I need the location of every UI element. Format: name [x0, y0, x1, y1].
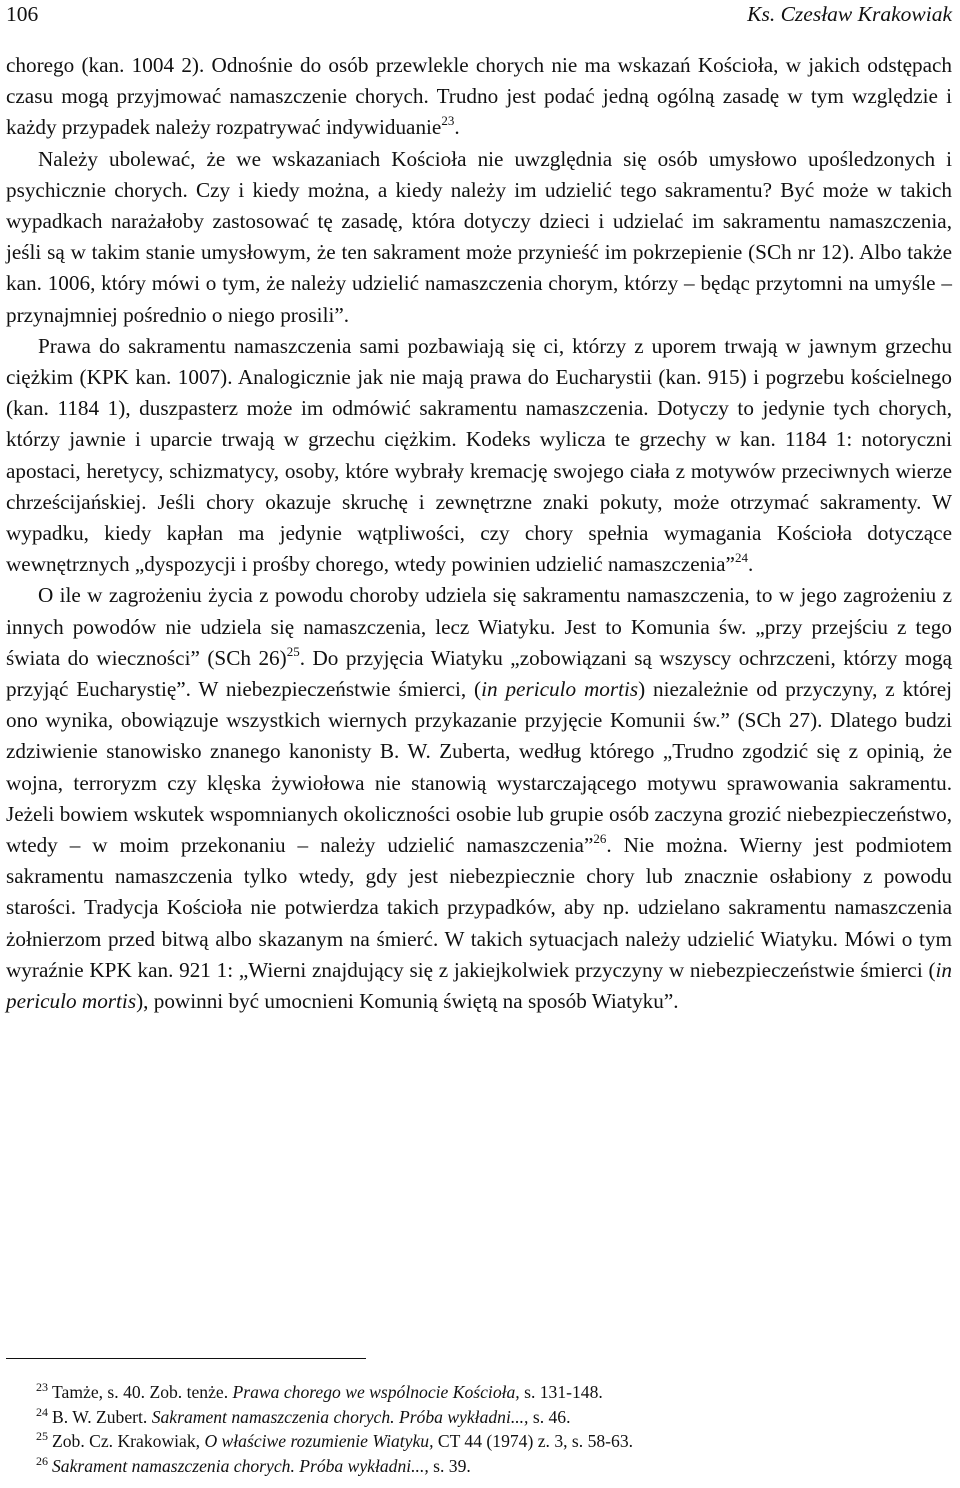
paragraph-3: [6, 331, 952, 581]
paragraph-1-text: chorego (kan. 1004 2). Odnośnie do osób przewlekle chorych nie ma wskazań Kościoła, w jakich odstępach czasu mogą przyjmować namaszczenie chorych. Trudno jest podać jedną ogólną zasadę w tym względzie i każdy przypadek należy rozpatrywać indywiduanie: [6, 53, 952, 140]
paragraph-2-text: Należy ubolewać, że we wskazaniach Kościoła nie uwzględnia się osób umysłowo upośledzonych i psychicznie chorych. Czy i kiedy można, a kiedy należy im udzielić tego sakramentu? Być może w takich wypadkach narażałoby zastosować tę zasadę, która dotyczy dzieci i udzielać im sakramentu namaszczenia, jeśli są w takim stanie umysłowym, że ten sakrament może przynieść im pokrzepienie (SCh nr 12). Albo także kan. 1006, który mówi o tym, że należy udzielić namaszczenia chorym, którzy – będąc przytomni na umyśle – przynajmniej pośrednio o niego prosili”.: [6, 146, 952, 327]
footnote-text: Zob. Cz. Krakowiak,: [52, 1431, 205, 1452]
footnote-number: 24: [36, 1404, 48, 1419]
paragraph-1: [6, 50, 952, 144]
paragraph-4-text-c: ) niezależnie od przyczyny, z której ono wynika, obowiązuje wszystkich wiernych przykazanie przyjęcie Komunii św.” (SCh 27). Dlatego budzi zdziwienie stanowisko znanego kanonisty B. W. Zuberta, według którego „Trudno zgodzić się z opinią, że wojna, terroryzm czy klęska żywiołowa nie stanowią wystarczającego motywu sprawowania sakramentu. Jeżeli bowiem wskutek wspomnianych okoliczności osobie lub grupie osób zaczyna grozić niebezpieczeństwo, wtedy – w moim przekonaniu – należy udzielić namaszczenia”: [6, 677, 952, 858]
latin-phrase: in periculo mortis: [6, 957, 952, 1014]
paragraph-4-text-e: ), powinni być umocnieni Komunią świętą na sposób Wiatyku”.: [136, 989, 679, 1014]
footnote-pages: s. 46.: [528, 1406, 571, 1427]
footnotes: [36, 1380, 936, 1478]
body-text: [6, 50, 952, 1017]
paragraph-4-text-d: . Nie można. Wierny jest podmiotem sakramentu namaszczenia tylko wtedy, gdy jest niebezpiecznie chory lub znacznie osłabiony z powodu starości. Tradycja Kościoła nie potwierdza takich przypadków, aby np. udzielano sakramentu namaszczenia żołnierzom przed bitwą albo skazanym na śmierć. W takich sytuacjach należy udzielić Wiatyku. Mówi o tym wyraźnie KPK kan. 921 1: „Wierni znajdujący się z jakiejkolwiek przyczyny w niebezpieczeństwie śmierci (: [6, 833, 952, 982]
footnote-ref-23[interactable]: 23: [441, 113, 455, 129]
footnote-ref-25[interactable]: 25: [286, 643, 300, 659]
footnote-pages: CT 44 (1974) z. 3, s. 58-63.: [433, 1431, 634, 1452]
paragraph-3-end: .: [747, 552, 754, 577]
footnote-title: Sakrament namaszczenia chorych. Próba wykładni...,: [52, 1455, 429, 1476]
footnote-separator: [6, 1358, 366, 1359]
footnote-24: [36, 1405, 936, 1430]
paragraph-4-text-a: O ile w zagrożeniu życia z powodu choroby udziela się sakramentu namaszczenia, to w jego zagrożeniu z innych powodów nie udziela się namaszczenia, lecz Wiatyku. Jest to Komunia św. „przy przejściu z tego świata do wieczności” (SCh 26): [6, 583, 952, 670]
footnote-text: Tamże, s. 40. Zob. tenże.: [52, 1382, 233, 1402]
page-number: 106: [6, 2, 39, 26]
footnote-23: [36, 1380, 936, 1405]
paragraph-2: [6, 144, 952, 331]
latin-phrase: in periculo mortis: [481, 677, 639, 702]
footnote-26: [36, 1454, 936, 1479]
footnote-25: [36, 1429, 936, 1454]
paragraph-4-text-b: . Do przyjęcia Wiatyku „zobowiązani są wszyscy ochrzczeni, którzy mogą przyjąć Eucharystię”. W niebezpieczeństwie śmierci, (: [6, 645, 952, 702]
footnote-title: O właściwe rozumienie Wiatyku,: [204, 1431, 434, 1452]
paragraph-3-text: Prawa do sakramentu namaszczenia sami pozbawiają się ci, którzy z uporem trwają w jawnym grzechu ciężkim (KPK kan. 1007). Analogicznie jak nie mają prawa do Eucharystii (kan. 915) i pogrzebu kościelnego (kan. 1184 1), duszpasterz może im odmówić sakramentu namaszczenia. Dotyczy to jedynie tych chorych, którzy jawnie i uparcie trwają w grzechu ciężkim. Kodeks wylicza te grzechy w kan. 1184 1: notoryczni apostaci, heretycy, schizmatycy, osoby, które wybrały kremację swojego ciała z motywów przeciwnych wierze chrześcijańskiej. Jeśli chory okazuje skruchę i zewnętrzne znaki pokuty, może otrzymać sakramenty. W wypadku, kiedy kapłan ma jedynie wątpliwości, czy chory spełnia wymagania Kościoła dotyczące wewnętrznych „dyspozycji i prośby chorego, wtedy powinien udzielić namaszczenia”: [6, 333, 952, 577]
footnote-title: Sakrament namaszczenia chorych. Próba wykładni...,: [151, 1406, 529, 1427]
footnote-number: 23: [36, 1380, 48, 1394]
footnote-number: 26: [36, 1453, 48, 1468]
footnote-pages: s. 131-148.: [519, 1382, 603, 1402]
footnote-ref-26[interactable]: 26: [593, 831, 607, 847]
footnote-pages: s. 39.: [428, 1455, 471, 1476]
footnote-number: 25: [36, 1429, 48, 1444]
paragraph-4: [6, 580, 952, 1017]
footnote-title: Prawa chorego we wspólnocie Kościoła,: [232, 1382, 520, 1402]
page-header: [6, 2, 952, 32]
footnote-ref-24[interactable]: 24: [734, 550, 748, 566]
paragraph-1-end: .: [454, 115, 460, 140]
running-head: Ks. Czesław Krakowiak: [747, 2, 952, 26]
footnote-text: B. W. Zubert.: [52, 1406, 152, 1427]
